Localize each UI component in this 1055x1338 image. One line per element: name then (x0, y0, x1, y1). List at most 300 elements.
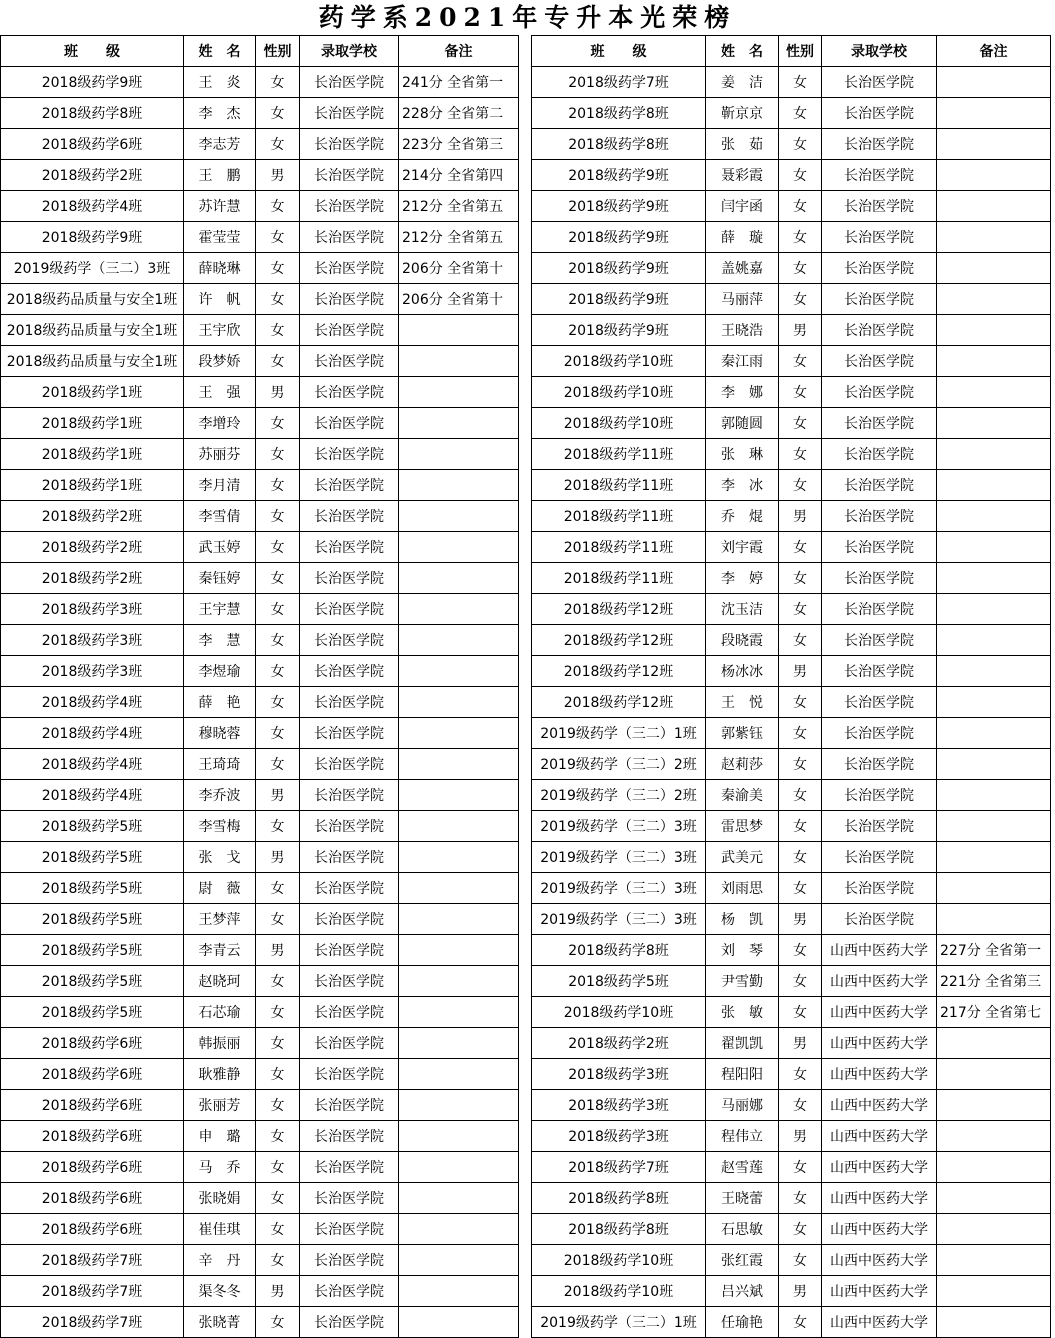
cell-school: 长治医学院 (300, 749, 399, 780)
cell-name: 赵雪莲 (706, 1152, 779, 1183)
cell-gender: 女 (779, 439, 822, 470)
cell-class: 2018级药学7班 (532, 67, 706, 98)
cell-school: 长治医学院 (300, 935, 399, 966)
cell-note (399, 470, 519, 501)
cell-name: 刘宇霞 (706, 532, 779, 563)
header-gender: 性别 (256, 36, 300, 67)
cell-note (937, 532, 1051, 563)
cell-note (937, 718, 1051, 749)
cell-class: 2018级药学9班 (532, 222, 706, 253)
cell-name: 杨 凯 (706, 904, 779, 935)
cell-class: 2018级药学9班 (532, 191, 706, 222)
cell-name: 李雪梅 (184, 811, 256, 842)
cell-gender: 女 (779, 563, 822, 594)
cell-gender: 女 (256, 501, 300, 532)
cell-gender: 女 (256, 1245, 300, 1276)
table-row (1, 222, 519, 253)
cell-note (399, 873, 519, 904)
cell-school: 山西中医药大学 (822, 1152, 937, 1183)
cell-school: 长治医学院 (822, 687, 937, 718)
cell-gender: 女 (779, 191, 822, 222)
cell-note (937, 129, 1051, 160)
cell-class: 2018级药学5班 (1, 935, 184, 966)
cell-name: 张丽芳 (184, 1090, 256, 1121)
cell-school: 长治医学院 (822, 656, 937, 687)
cell-school: 长治医学院 (300, 501, 399, 532)
cell-gender: 男 (256, 842, 300, 873)
cell-class: 2019级药学（三二）3班 (532, 904, 706, 935)
cell-class: 2018级药学6班 (1, 1121, 184, 1152)
cell-school: 长治医学院 (300, 470, 399, 501)
cell-name: 穆晓蓉 (184, 718, 256, 749)
cell-gender: 女 (256, 718, 300, 749)
cell-gender: 女 (256, 439, 300, 470)
cell-gender: 女 (256, 222, 300, 253)
cell-class: 2018级药学3班 (532, 1121, 706, 1152)
cell-gender: 男 (779, 1028, 822, 1059)
table-row (1, 1090, 519, 1121)
cell-note (937, 470, 1051, 501)
table-row (1, 1028, 519, 1059)
cell-class: 2019级药学（三二）1班 (532, 718, 706, 749)
cell-school: 山西中医药大学 (822, 1121, 937, 1152)
cell-note (399, 687, 519, 718)
cell-note (399, 1307, 519, 1338)
header-note: 备注 (937, 36, 1051, 67)
cell-gender: 女 (256, 563, 300, 594)
cell-school: 长治医学院 (300, 1152, 399, 1183)
cell-note (937, 1245, 1051, 1276)
cell-class: 2018级药学9班 (1, 67, 184, 98)
cell-class: 2018级药学8班 (532, 129, 706, 160)
cell-class: 2018级药学2班 (1, 501, 184, 532)
cell-school: 长治医学院 (300, 129, 399, 160)
cell-school: 长治医学院 (300, 1059, 399, 1090)
cell-class: 2018级药学6班 (1, 1059, 184, 1090)
cell-school: 长治医学院 (300, 873, 399, 904)
cell-name: 薛 璇 (706, 222, 779, 253)
table-row (1, 98, 519, 129)
cell-name: 姜 洁 (706, 67, 779, 98)
cell-gender: 女 (779, 749, 822, 780)
cell-note (937, 160, 1051, 191)
table-row (532, 315, 1051, 346)
cell-gender: 女 (779, 718, 822, 749)
cell-name: 李 婷 (706, 563, 779, 594)
cell-name: 任瑜艳 (706, 1307, 779, 1338)
cell-school: 长治医学院 (300, 656, 399, 687)
cell-school: 长治医学院 (300, 625, 399, 656)
cell-class: 2018级药学10班 (532, 997, 706, 1028)
cell-gender: 女 (256, 1028, 300, 1059)
cell-school: 长治医学院 (822, 346, 937, 377)
cell-school: 长治医学院 (300, 997, 399, 1028)
cell-note (399, 408, 519, 439)
cell-name: 张 敏 (706, 997, 779, 1028)
cell-gender: 女 (256, 284, 300, 315)
cell-class: 2018级药学11班 (532, 439, 706, 470)
cell-name: 程阳阳 (706, 1059, 779, 1090)
cell-note: 214分 全省第四 (399, 160, 519, 191)
cell-gender: 男 (256, 935, 300, 966)
cell-note (399, 1121, 519, 1152)
cell-note (937, 842, 1051, 873)
cell-name: 霍莹莹 (184, 222, 256, 253)
cell-name: 雷思梦 (706, 811, 779, 842)
cell-gender: 女 (256, 67, 300, 98)
cell-class: 2018级药学1班 (1, 439, 184, 470)
table-row (1, 842, 519, 873)
cell-class: 2018级药学9班 (1, 222, 184, 253)
header-name: 姓 名 (184, 36, 256, 67)
cell-note: 212分 全省第五 (399, 191, 519, 222)
cell-name: 王 强 (184, 377, 256, 408)
cell-class: 2018级药学6班 (1, 1152, 184, 1183)
cell-name: 靳京京 (706, 98, 779, 129)
cell-name: 马丽娜 (706, 1090, 779, 1121)
table-row (532, 129, 1051, 160)
cell-note (399, 842, 519, 873)
cell-class: 2018级药学1班 (1, 377, 184, 408)
table-row (532, 656, 1051, 687)
cell-note (399, 1183, 519, 1214)
cell-school: 长治医学院 (822, 191, 937, 222)
cell-class: 2018级药学3班 (532, 1059, 706, 1090)
cell-name: 李志芳 (184, 129, 256, 160)
cell-school: 长治医学院 (822, 315, 937, 346)
cell-class: 2019级药学（三二）3班 (532, 873, 706, 904)
cell-note: 227分 全省第一 (937, 935, 1051, 966)
cell-note: 241分 全省第一 (399, 67, 519, 98)
cell-name: 石思敏 (706, 1214, 779, 1245)
cell-gender: 女 (779, 873, 822, 904)
table-row (1, 284, 519, 315)
cell-class: 2018级药学5班 (1, 873, 184, 904)
cell-gender: 女 (779, 1183, 822, 1214)
header-note: 备注 (399, 36, 519, 67)
cell-note: 223分 全省第三 (399, 129, 519, 160)
cell-note (399, 1028, 519, 1059)
cell-note (937, 439, 1051, 470)
cell-school: 长治医学院 (822, 129, 937, 160)
cell-gender: 男 (779, 1276, 822, 1307)
cell-name: 王宇欣 (184, 315, 256, 346)
cell-note (937, 563, 1051, 594)
cell-gender: 女 (256, 98, 300, 129)
cell-school: 长治医学院 (822, 749, 937, 780)
cell-name: 李青云 (184, 935, 256, 966)
cell-school: 长治医学院 (822, 811, 937, 842)
table-row (1, 625, 519, 656)
cell-name: 秦渝美 (706, 780, 779, 811)
cell-note (937, 625, 1051, 656)
cell-note (937, 1028, 1051, 1059)
table-row (1, 67, 519, 98)
cell-school: 长治医学院 (822, 222, 937, 253)
cell-note (399, 1090, 519, 1121)
cell-class: 2018级药学4班 (1, 687, 184, 718)
cell-class: 2018级药学5班 (1, 997, 184, 1028)
cell-gender: 女 (256, 1090, 300, 1121)
cell-name: 吕兴斌 (706, 1276, 779, 1307)
cell-gender: 男 (779, 904, 822, 935)
cell-school: 长治医学院 (300, 532, 399, 563)
header-row (532, 36, 1051, 67)
cell-school: 长治医学院 (300, 1121, 399, 1152)
cell-note (937, 687, 1051, 718)
cell-class: 2018级药学10班 (532, 1276, 706, 1307)
cell-gender: 女 (256, 1152, 300, 1183)
cell-school: 山西中医药大学 (822, 997, 937, 1028)
cell-class: 2018级药学8班 (532, 935, 706, 966)
cell-name: 张 琳 (706, 439, 779, 470)
table-row (532, 346, 1051, 377)
cell-school: 长治医学院 (822, 253, 937, 284)
table-row (1, 1214, 519, 1245)
cell-school: 山西中医药大学 (822, 1276, 937, 1307)
cell-class: 2018级药学2班 (532, 1028, 706, 1059)
cell-note: 217分 全省第七 (937, 997, 1051, 1028)
cell-note (399, 439, 519, 470)
cell-name: 闫宇函 (706, 191, 779, 222)
cell-school: 长治医学院 (300, 563, 399, 594)
cell-class: 2018级药学10班 (532, 346, 706, 377)
table-row (532, 501, 1051, 532)
cell-gender: 女 (256, 129, 300, 160)
cell-gender: 女 (256, 346, 300, 377)
cell-note (399, 501, 519, 532)
table-row (532, 594, 1051, 625)
cell-gender: 女 (779, 780, 822, 811)
cell-class: 2018级药学9班 (532, 160, 706, 191)
table-row (1, 656, 519, 687)
cell-gender: 男 (779, 315, 822, 346)
cell-name: 渠冬冬 (184, 1276, 256, 1307)
cell-gender: 女 (779, 408, 822, 439)
table-row (1, 1183, 519, 1214)
cell-class: 2018级药学3班 (1, 656, 184, 687)
table-row (1, 439, 519, 470)
cell-gender: 女 (779, 1090, 822, 1121)
cell-class: 2019级药学（三二）2班 (532, 780, 706, 811)
cell-class: 2018级药学5班 (1, 842, 184, 873)
table-row (532, 687, 1051, 718)
cell-gender: 男 (256, 1276, 300, 1307)
cell-school: 山西中医药大学 (822, 935, 937, 966)
cell-school: 长治医学院 (822, 532, 937, 563)
cell-name: 王 鹏 (184, 160, 256, 191)
cell-school: 长治医学院 (822, 563, 937, 594)
table-row (1, 129, 519, 160)
cell-note (937, 594, 1051, 625)
cell-note (399, 780, 519, 811)
cell-name: 赵莉莎 (706, 749, 779, 780)
table-row (532, 191, 1051, 222)
cell-gender: 女 (779, 1245, 822, 1276)
cell-name: 李雪倩 (184, 501, 256, 532)
cell-name: 王晓蕾 (706, 1183, 779, 1214)
table-row (532, 408, 1051, 439)
cell-gender: 女 (779, 1214, 822, 1245)
table-row (532, 67, 1051, 98)
cell-note (937, 222, 1051, 253)
table-row (532, 1090, 1051, 1121)
cell-school: 长治医学院 (300, 253, 399, 284)
cell-school: 长治医学院 (822, 98, 937, 129)
cell-gender: 女 (256, 1183, 300, 1214)
cell-class: 2018级药学7班 (1, 1276, 184, 1307)
cell-class: 2019级药学（三二）3班 (532, 842, 706, 873)
cell-name: 王梦萍 (184, 904, 256, 935)
cell-school: 长治医学院 (300, 1214, 399, 1245)
cell-name: 薛 艳 (184, 687, 256, 718)
cell-school: 长治医学院 (822, 501, 937, 532)
cell-class: 2018级药学8班 (1, 98, 184, 129)
cell-gender: 女 (779, 346, 822, 377)
cell-note (937, 346, 1051, 377)
cell-school: 长治医学院 (300, 315, 399, 346)
cell-class: 2018级药学12班 (532, 656, 706, 687)
cell-school: 长治医学院 (300, 284, 399, 315)
cell-gender: 女 (779, 625, 822, 656)
table-row (1, 749, 519, 780)
cell-class: 2018级药学2班 (1, 532, 184, 563)
cell-school: 长治医学院 (300, 408, 399, 439)
cell-class: 2018级药学12班 (532, 594, 706, 625)
cell-school: 长治医学院 (300, 1276, 399, 1307)
cell-note (937, 408, 1051, 439)
cell-note (937, 1276, 1051, 1307)
table-row (1, 501, 519, 532)
honor-table-right (531, 35, 1051, 1338)
cell-gender: 女 (779, 67, 822, 98)
cell-school: 长治医学院 (822, 625, 937, 656)
cell-gender: 女 (256, 749, 300, 780)
cell-name: 薛晓琳 (184, 253, 256, 284)
cell-gender: 男 (256, 160, 300, 191)
cell-school: 长治医学院 (300, 1183, 399, 1214)
table-row (1, 1276, 519, 1307)
cell-gender: 女 (256, 470, 300, 501)
header-school: 录取学校 (300, 36, 399, 67)
cell-school: 长治医学院 (300, 67, 399, 98)
cell-gender: 男 (256, 780, 300, 811)
cell-name: 程伟立 (706, 1121, 779, 1152)
cell-name: 韩振丽 (184, 1028, 256, 1059)
table-row (1, 1245, 519, 1276)
cell-note (937, 284, 1051, 315)
cell-gender: 女 (779, 687, 822, 718)
cell-note (399, 377, 519, 408)
cell-note (937, 67, 1051, 98)
cell-name: 张 茹 (706, 129, 779, 160)
cell-class: 2019级药学（三二）1班 (532, 1307, 706, 1338)
cell-school: 山西中医药大学 (822, 1307, 937, 1338)
cell-school: 长治医学院 (300, 191, 399, 222)
table-row (1, 1152, 519, 1183)
cell-gender: 女 (256, 811, 300, 842)
cell-school: 长治医学院 (300, 377, 399, 408)
cell-name: 申 璐 (184, 1121, 256, 1152)
cell-gender: 女 (779, 222, 822, 253)
cell-gender: 女 (779, 532, 822, 563)
cell-gender: 女 (256, 594, 300, 625)
cell-name: 翟凯凯 (706, 1028, 779, 1059)
cell-name: 武美元 (706, 842, 779, 873)
cell-name: 李煜瑜 (184, 656, 256, 687)
cell-class: 2019级药学（三二）2班 (532, 749, 706, 780)
table-row (532, 439, 1051, 470)
table-row (1, 873, 519, 904)
cell-gender: 女 (256, 408, 300, 439)
cell-note (937, 191, 1051, 222)
cell-name: 聂彩霞 (706, 160, 779, 191)
cell-gender: 女 (256, 966, 300, 997)
cell-school: 长治医学院 (300, 98, 399, 129)
cell-note (937, 1059, 1051, 1090)
cell-class: 2018级药学3班 (532, 1090, 706, 1121)
cell-note (399, 935, 519, 966)
cell-gender: 女 (779, 98, 822, 129)
cell-class: 2018级药学11班 (532, 563, 706, 594)
cell-gender: 女 (779, 811, 822, 842)
cell-school: 山西中医药大学 (822, 1090, 937, 1121)
cell-class: 2018级药学2班 (1, 563, 184, 594)
cell-gender: 女 (779, 377, 822, 408)
cell-name: 段晓霞 (706, 625, 779, 656)
cell-name: 王琦琦 (184, 749, 256, 780)
table-row (532, 1059, 1051, 1090)
cell-name: 秦江雨 (706, 346, 779, 377)
table-row (532, 1245, 1051, 1276)
page-title: 药学系2021年专升本光荣榜 (318, 3, 737, 32)
cell-name: 张晓娟 (184, 1183, 256, 1214)
table-row (532, 749, 1051, 780)
table-row (1, 687, 519, 718)
cell-gender: 女 (779, 470, 822, 501)
table-row (1, 563, 519, 594)
cell-gender: 男 (256, 377, 300, 408)
cell-school: 长治医学院 (822, 842, 937, 873)
cell-class: 2018级药学11班 (532, 532, 706, 563)
table-row (1, 594, 519, 625)
cell-gender: 女 (779, 1307, 822, 1338)
cell-school: 长治医学院 (300, 160, 399, 191)
cell-school: 山西中医药大学 (822, 1214, 937, 1245)
table-row (1, 935, 519, 966)
cell-school: 长治医学院 (300, 439, 399, 470)
cell-note (399, 532, 519, 563)
cell-name: 苏丽芬 (184, 439, 256, 470)
cell-name: 武玉婷 (184, 532, 256, 563)
table-row (532, 1121, 1051, 1152)
cell-name: 刘雨思 (706, 873, 779, 904)
cell-note (399, 656, 519, 687)
cell-gender: 女 (256, 1307, 300, 1338)
cell-school: 长治医学院 (822, 160, 937, 191)
table-row (532, 1183, 1051, 1214)
cell-class: 2018级药学7班 (1, 1245, 184, 1276)
cell-name: 郭随圆 (706, 408, 779, 439)
cell-note (937, 1152, 1051, 1183)
cell-name: 李 杰 (184, 98, 256, 129)
cell-gender: 女 (779, 594, 822, 625)
cell-class: 2018级药学8班 (532, 1214, 706, 1245)
cell-class: 2018级药品质量与安全1班 (1, 315, 184, 346)
cell-class: 2018级药学9班 (532, 253, 706, 284)
cell-note (399, 997, 519, 1028)
cell-gender: 女 (779, 842, 822, 873)
